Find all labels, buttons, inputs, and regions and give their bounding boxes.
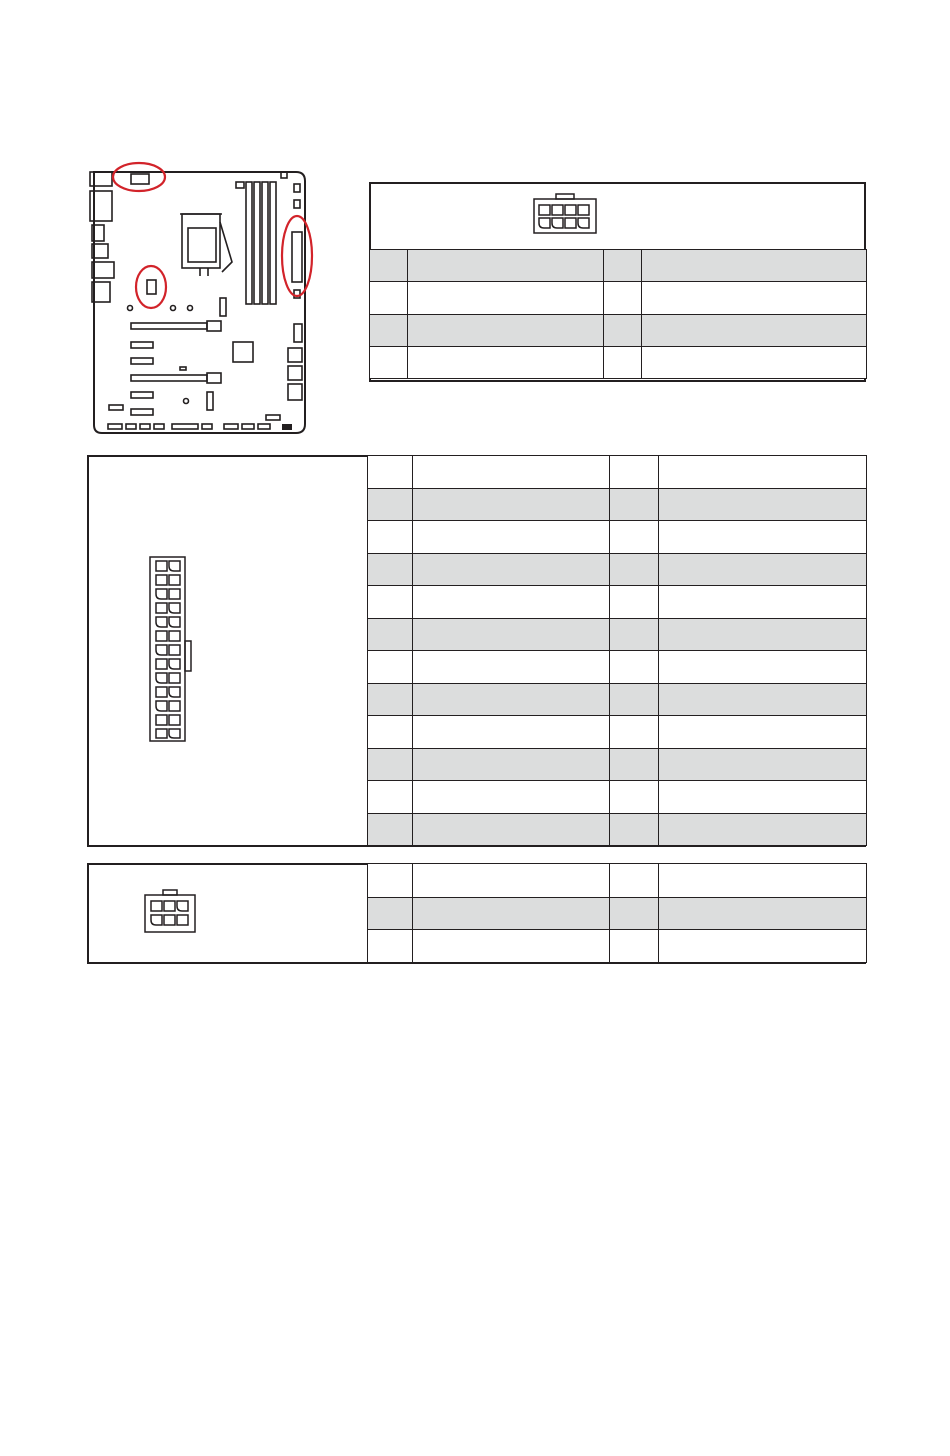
table-row	[368, 554, 867, 586]
signal-name	[659, 898, 867, 930]
signal-name	[413, 716, 610, 749]
signal-name	[408, 315, 604, 347]
table-row	[368, 749, 867, 781]
pin-number	[370, 250, 408, 282]
signal-name	[413, 489, 610, 521]
signal-name	[413, 619, 610, 651]
pin-number	[610, 489, 659, 521]
signal-name	[413, 898, 610, 930]
pcie-slot-6	[131, 409, 153, 415]
pin-number	[610, 456, 659, 489]
signal-name	[659, 554, 867, 586]
signal-name	[413, 930, 610, 963]
pcie-6pin-pin-table	[367, 863, 867, 963]
table-row	[368, 814, 867, 846]
pin-number	[368, 619, 413, 651]
dimm-slot-3	[262, 182, 268, 304]
signal-name	[642, 315, 867, 347]
pcie-slot-1	[131, 323, 207, 329]
pin-number	[610, 898, 659, 930]
pin-number	[368, 489, 413, 521]
pin-number	[610, 864, 659, 898]
table-row	[368, 864, 867, 898]
cpu-8pin-pin-table	[369, 249, 867, 379]
table-row	[370, 315, 867, 347]
pin-number	[368, 749, 413, 781]
pin-number	[368, 651, 413, 684]
signal-name	[408, 250, 604, 282]
pin-number	[368, 716, 413, 749]
table-row	[368, 684, 867, 716]
signal-name	[659, 864, 867, 898]
pin-number	[370, 347, 408, 379]
pin-number	[610, 781, 659, 814]
pin-number	[368, 930, 413, 963]
signal-name	[659, 930, 867, 963]
pcie-slot-2	[131, 342, 153, 348]
atx-24pin-callout	[282, 216, 312, 296]
signal-name	[659, 781, 867, 814]
signal-name	[413, 651, 610, 684]
signal-name	[659, 651, 867, 684]
pin-number	[610, 930, 659, 963]
atx-24pin-header	[292, 232, 302, 282]
pin-number	[370, 282, 408, 315]
table-row	[368, 619, 867, 651]
signal-name	[642, 282, 867, 315]
signal-name	[413, 586, 610, 619]
pin-number	[610, 554, 659, 586]
chipset	[233, 342, 253, 362]
io-port-5	[92, 262, 114, 278]
table-row	[370, 347, 867, 379]
signal-name	[659, 521, 867, 554]
pin-number	[610, 749, 659, 781]
signal-name	[659, 814, 867, 846]
pcie-6pin-callout	[136, 266, 166, 308]
signal-name	[413, 749, 610, 781]
table-row	[368, 930, 867, 963]
table-row	[368, 781, 867, 814]
cpu-8pin-header	[131, 174, 149, 184]
pin-number	[610, 684, 659, 716]
pin-number	[604, 282, 642, 315]
atx-24pin-connector-icon	[148, 555, 194, 745]
dimm-slot-4	[270, 182, 276, 304]
cpu-8pin-connector-icon	[530, 190, 600, 238]
signal-name	[642, 250, 867, 282]
table-row	[370, 250, 867, 282]
table-row	[368, 716, 867, 749]
table-row	[368, 586, 867, 619]
table-row	[368, 521, 867, 554]
pcie-slot-3	[131, 358, 153, 364]
signal-name	[659, 716, 867, 749]
signal-name	[659, 456, 867, 489]
pin-number	[610, 619, 659, 651]
pin-number	[368, 684, 413, 716]
table-row	[368, 651, 867, 684]
pin-number	[610, 651, 659, 684]
pin-number	[368, 456, 413, 489]
table-row	[370, 282, 867, 315]
pcie-slot-4	[131, 375, 207, 381]
pin-number	[370, 315, 408, 347]
signal-name	[413, 554, 610, 586]
signal-name	[413, 814, 610, 846]
signal-name	[413, 864, 610, 898]
table-row	[368, 456, 867, 489]
atx-24pin-pin-table	[367, 455, 867, 846]
dimm-slot-1	[246, 182, 252, 304]
pin-number	[368, 864, 413, 898]
signal-name	[659, 749, 867, 781]
pin-number	[610, 716, 659, 749]
fan-header-small	[147, 280, 156, 294]
socket-inner	[188, 228, 216, 262]
table-row	[368, 898, 867, 930]
pcie-6pin-connector-icon	[142, 886, 198, 936]
pin-number	[368, 586, 413, 619]
signal-name	[413, 456, 610, 489]
signal-name	[659, 586, 867, 619]
dimm-slot-2	[254, 182, 260, 304]
cpu-8pin-callout	[113, 163, 165, 191]
table-row	[368, 489, 867, 521]
signal-name	[413, 684, 610, 716]
signal-name	[413, 521, 610, 554]
pcie-slot-5	[131, 392, 153, 398]
pin-number	[368, 898, 413, 930]
signal-name	[659, 684, 867, 716]
signal-name	[659, 619, 867, 651]
pin-number	[610, 586, 659, 619]
signal-name	[408, 347, 604, 379]
pin-number	[368, 521, 413, 554]
pin-number	[368, 814, 413, 846]
pin-number	[604, 347, 642, 379]
pin-number	[604, 315, 642, 347]
board-outline	[94, 172, 305, 433]
signal-name	[659, 489, 867, 521]
signal-name	[413, 781, 610, 814]
pin-number	[368, 554, 413, 586]
pin-number	[604, 250, 642, 282]
pin-number	[368, 781, 413, 814]
pin-number	[610, 814, 659, 846]
signal-name	[642, 347, 867, 379]
signal-name	[408, 282, 604, 315]
pin-number	[610, 521, 659, 554]
